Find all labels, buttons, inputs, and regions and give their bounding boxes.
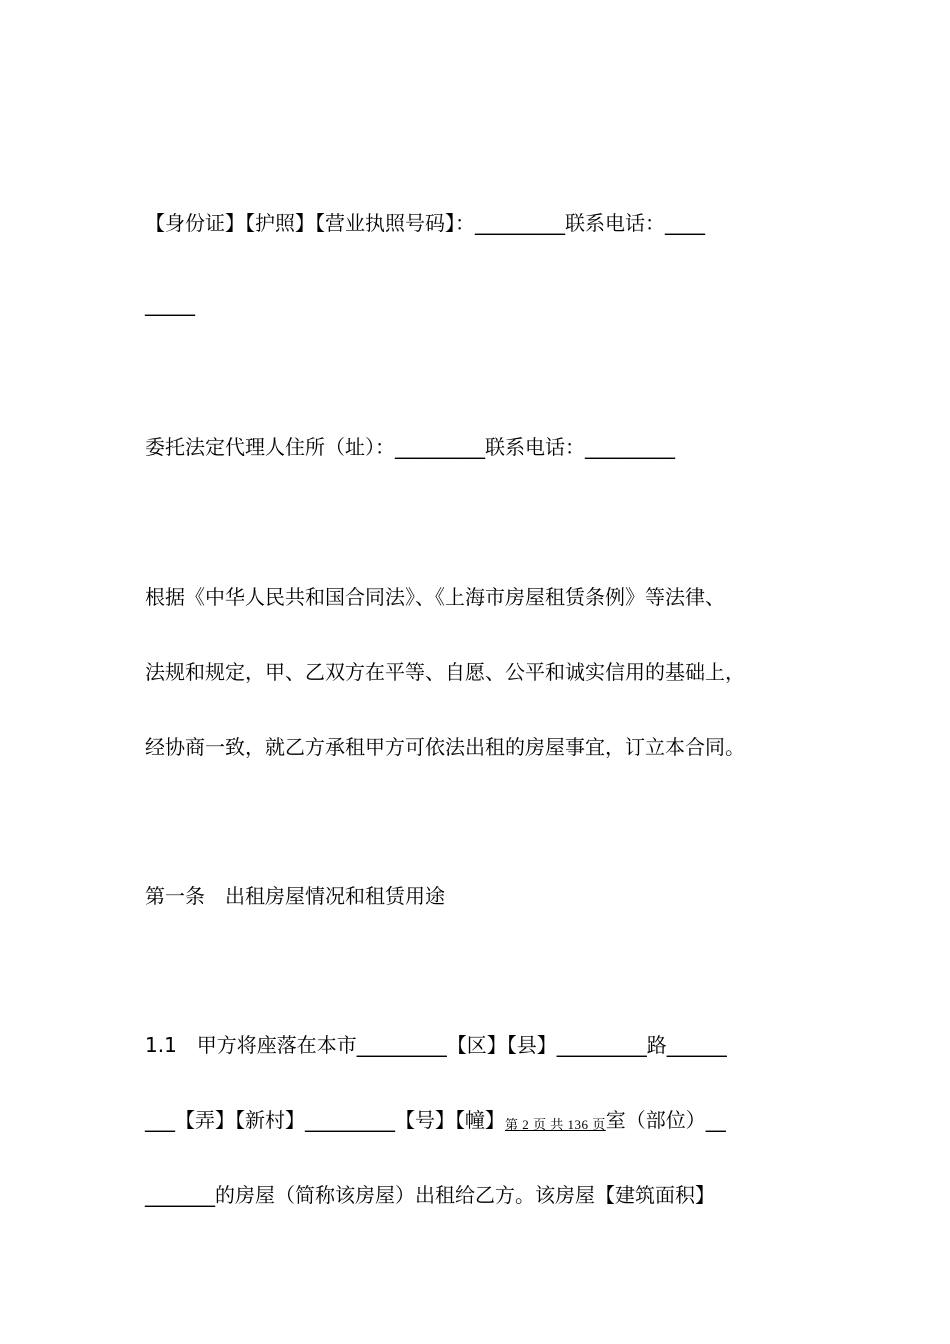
clause-1-1-line-2-text: ___【弄】【新村】_________【号】【幢】: [145, 1108, 505, 1132]
preamble-line-3: 经协商一致，就乙方承租甲方可依法出租的房屋事宜，订立本合同。: [145, 735, 745, 759]
clause-1-1-line-2-tail: 室（部位）__: [605, 1108, 726, 1132]
id-contact-line-continued: _____: [145, 292, 195, 316]
clause-1-1-line-1: 1.1 甲方将座落在本市_________【区】【县】_________路______: [145, 1033, 727, 1057]
article-one-heading: 第一条 出租房屋情况和租赁用途: [145, 884, 445, 908]
clause-1-1-line-3: _______的房屋（简称该房屋）出租给乙方。该房屋【建筑面积】: [145, 1183, 715, 1207]
clause-1-1-line-2: [145, 1106, 726, 1137]
agent-address-line: 委托法定代理人住所（址）：_________联系电话：_________: [145, 435, 675, 459]
preamble-line-1: 根据《中华人民共和国合同法》、《上海市房屋租赁条例》等法律、: [145, 585, 725, 609]
page-footer: 第 2 页 共 136 页: [505, 1117, 606, 1132]
id-contact-line: 【身份证】【护照】【营业执照号码】：_________联系电话：____: [145, 211, 705, 235]
preamble-line-2: 法规和规定，甲、乙双方在平等、自愿、公平和诚实信用的基础上，: [145, 660, 745, 684]
